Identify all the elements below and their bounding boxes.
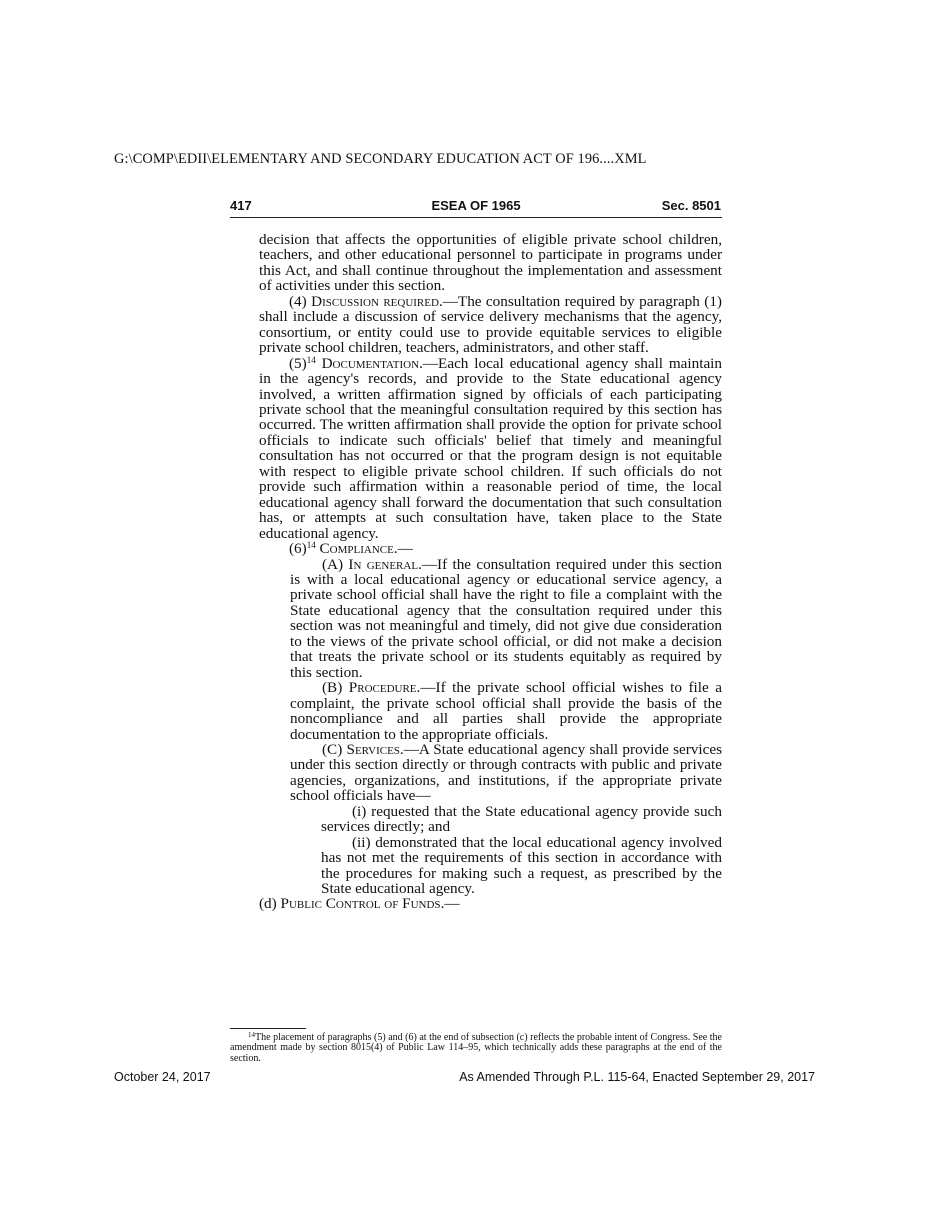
paragraph-continuation: decision that affects the opportunities of eligible private school children, teachers, and other educational personnel to participate in programs under this Act, and shall continue throughout the implementation and assessment of activities under this section. bbox=[259, 231, 722, 295]
paragraph-heading: Services bbox=[346, 740, 400, 758]
paragraph-heading: Public Control of Funds bbox=[280, 895, 441, 913]
page-number: 417 bbox=[230, 198, 252, 213]
clause-i: (i) requested that the State educational agency provide such services directly; and bbox=[321, 802, 722, 836]
paragraph-heading: Discussion required bbox=[311, 292, 439, 310]
footnote-divider bbox=[230, 1028, 306, 1029]
paragraph-number: (A) bbox=[322, 555, 349, 573]
footnote-text: The placement of paragraphs (5) and (6) at the end of subsection (c) reflects the probable intent of Congress. See the amendment made by section 8015(4) of Public Law 114–95, which technically adds these paragraphs at the end of the section. bbox=[230, 1032, 722, 1064]
footer-date: October 24, 2017 bbox=[114, 1070, 211, 1084]
subsection-d bbox=[259, 896, 722, 911]
subparagraph-c bbox=[290, 742, 722, 804]
paragraph-heading: Procedure bbox=[348, 679, 417, 697]
file-path: G:\COMP\EDII\ELEMENTARY AND SECONDARY EDUCATION ACT OF 196....XML bbox=[114, 151, 647, 167]
paragraph-number: (C) bbox=[322, 740, 347, 758]
footnote-ref: 14 bbox=[306, 354, 316, 365]
paragraph-6 bbox=[259, 541, 722, 556]
page-title: ESEA OF 1965 bbox=[431, 198, 521, 213]
paragraph-heading: In general bbox=[348, 555, 419, 573]
paragraph-number: (5) bbox=[289, 354, 307, 372]
paragraph-heading: Compliance bbox=[319, 540, 394, 558]
footnote-ref: 14 bbox=[306, 540, 316, 551]
paragraph-text: .— bbox=[440, 895, 460, 913]
document-body bbox=[259, 232, 722, 912]
paragraph-heading: Documentation bbox=[321, 354, 420, 372]
paragraph-number: (B) bbox=[322, 679, 349, 697]
running-header bbox=[230, 197, 722, 218]
paragraph-number: (6) bbox=[289, 540, 307, 558]
paragraph-5 bbox=[259, 356, 722, 541]
paragraph-text: .—A State educational agency shall provide services under this section directly or through contracts with public and private agencies, organizations, and institutions, if the appropriate private school officials have— bbox=[290, 740, 722, 805]
subparagraph-b bbox=[290, 680, 722, 742]
paragraph-text: .—Each local educational agency shall maintain in the agency's records, and provide to the State educational agency involved, a written affirmation signed by officials of each participating private school that the meaningful consultation required by this section has occurred. The written affirmation shall provide the option for private school officials to indicate such officials' belief that timely and meaningful consultation has not occurred or that the program design is not equitable with respect to eligible private school children. If such officials do not provide such affirmation within a reasonable period of time, the local educational agency shall forward the documentation that such consultation has, or attempts at such consultation have, taken place to the State educational agency. bbox=[259, 354, 722, 542]
paragraph-text: .—The consultation required by paragraph (1) shall include a discussion of service delivery mechanisms that the agency, consortium, or entity could use to provide equitable services to eligible private school children, teachers, administrators, and other staff. bbox=[259, 292, 722, 357]
section-number: Sec. 8501 bbox=[661, 198, 721, 213]
footnote bbox=[230, 1033, 722, 1064]
subparagraph-a bbox=[290, 557, 722, 681]
clause-ii: (ii) demonstrated that the local educational agency involved has not met the requirements of this section in accordance with the procedures for making such a request, as prescribed by the State educational agency. bbox=[321, 833, 722, 898]
paragraph-number: (d) bbox=[259, 895, 281, 913]
paragraph-text: .—If the private school official wishes to file a complaint, the private school official shall provide the basis of the noncompliance and all parties shall provide the appropriate documentation to the appropriate officials. bbox=[290, 679, 723, 743]
paragraph-text: .— bbox=[393, 540, 413, 558]
paragraph-4 bbox=[259, 294, 722, 356]
footer-amended: As Amended Through P.L. 115-64, Enacted September 29, 2017 bbox=[459, 1070, 815, 1084]
paragraph-text: .—If the consultation required under this section is with a local educational agency or educational service agency, a private school official shall have the right to file a complaint with the State educational agency that the consultation required under this section was not meaningful and timely, did not give due consideration to the views of the private school official, or did not make a decision that treats the private school or its students equitably as required by this section. bbox=[290, 555, 722, 681]
footnote-marker: 14 bbox=[248, 1031, 255, 1039]
paragraph-number: (4) bbox=[289, 292, 312, 310]
